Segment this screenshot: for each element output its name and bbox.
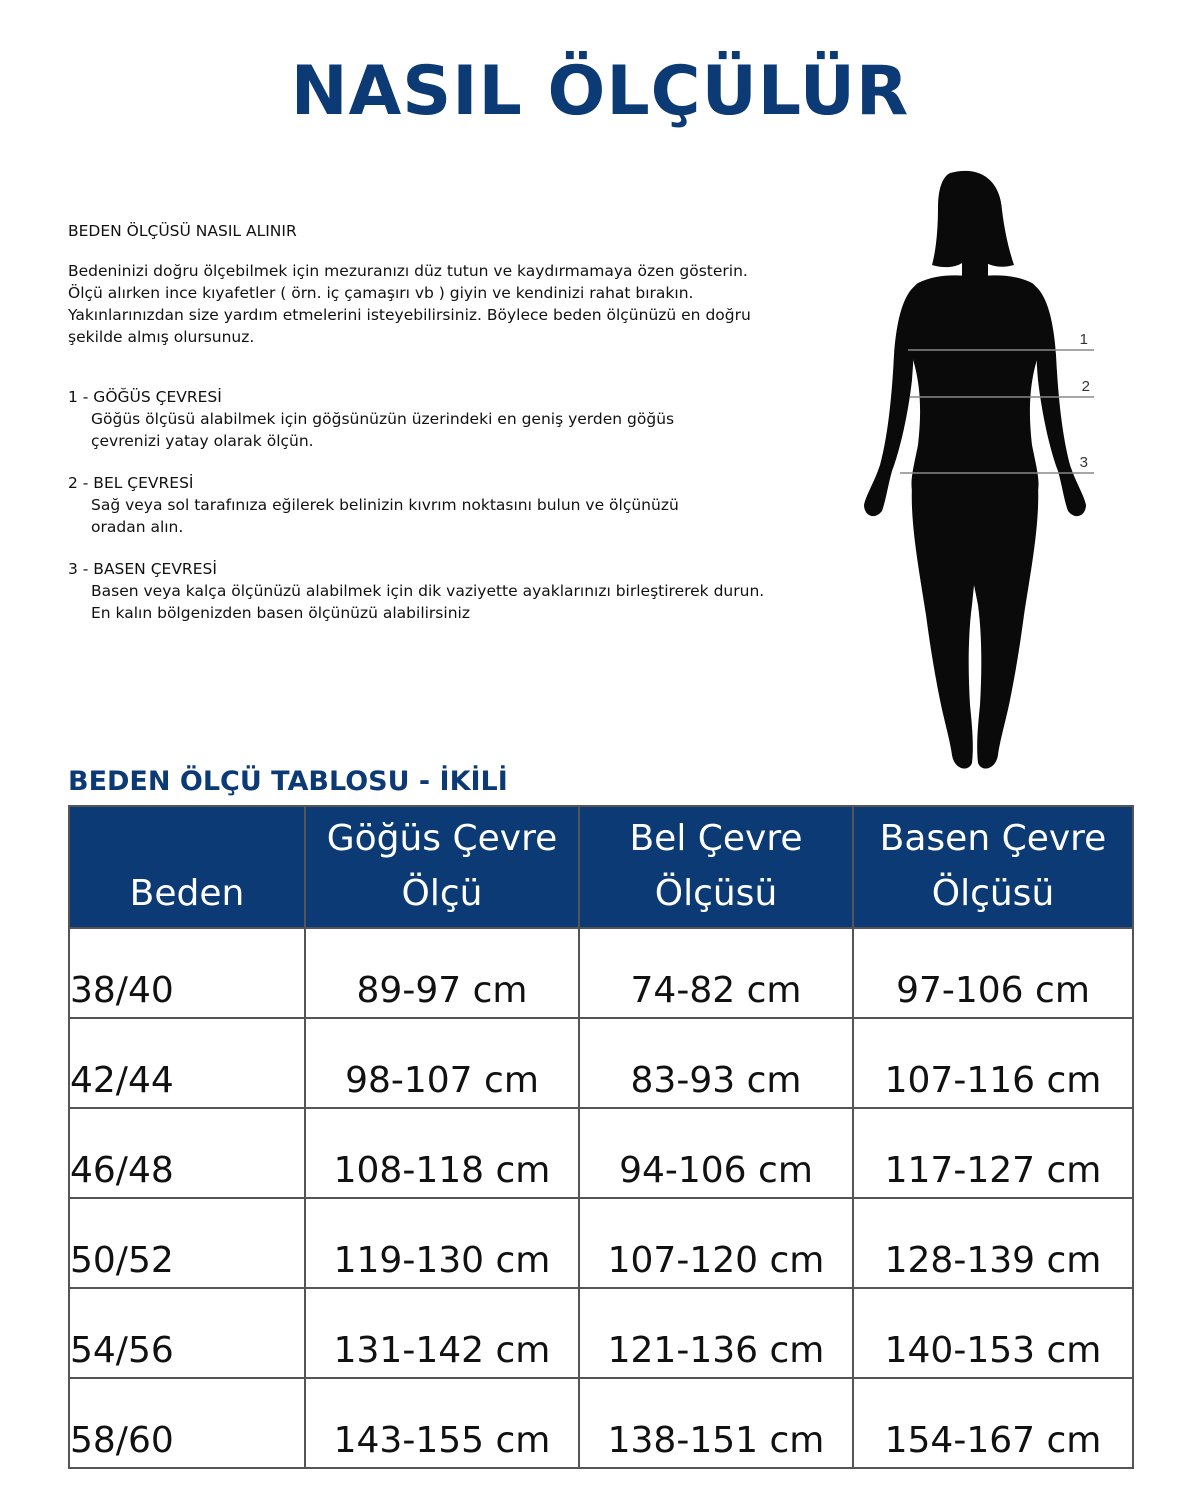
cell-size: 58/60 bbox=[69, 1378, 305, 1468]
header-line: Ölçü bbox=[401, 873, 483, 914]
section-hip bbox=[68, 558, 788, 624]
cell-waist: 138-151 cm bbox=[579, 1378, 853, 1468]
section-line: çevrenizi yatay olarak ölçün. bbox=[91, 432, 314, 450]
section-line: Sağ veya sol tarafınıza eğilerek belinizin kıvrım noktasını bulun ve ölçünüzü bbox=[91, 496, 679, 514]
cell-chest: 143-155 cm bbox=[305, 1378, 579, 1468]
section-title: 1 - GÖĞÜS ÇEVRESİ bbox=[68, 388, 222, 406]
intro-line: Ölçü alırken ince kıyafetler ( örn. iç çamaşırı vb ) giyin ve kendinizi rahat bırakın. bbox=[68, 284, 694, 302]
marker-3: 3 bbox=[1079, 454, 1088, 471]
header-waist bbox=[579, 806, 853, 928]
section-description bbox=[68, 494, 788, 538]
cell-chest: 131-142 cm bbox=[305, 1288, 579, 1378]
header-line: Beden bbox=[129, 873, 245, 914]
header-hip bbox=[853, 806, 1133, 928]
header-size bbox=[69, 806, 305, 928]
section-line: Basen veya kalça ölçünüzü alabilmek için dik vaziyette ayaklarınızı birleştirerek durun. bbox=[91, 582, 765, 600]
table-row bbox=[69, 1288, 1133, 1378]
section-waist bbox=[68, 472, 788, 538]
cell-hip: 128-139 cm bbox=[853, 1198, 1133, 1288]
section-description bbox=[68, 408, 788, 452]
table-row bbox=[69, 1378, 1133, 1468]
guide-intro bbox=[68, 260, 788, 348]
intro-line: Yakınlarınızdan size yardım etmelerini isteyebilirsiniz. Böylece beden ölçünüzü en doğru bbox=[68, 306, 751, 324]
header-line: Bel Çevre bbox=[629, 818, 803, 859]
section-description bbox=[68, 580, 788, 624]
cell-hip: 140-153 cm bbox=[853, 1288, 1133, 1378]
cell-size: 38/40 bbox=[69, 928, 305, 1018]
cell-waist: 94-106 cm bbox=[579, 1108, 853, 1198]
cell-chest: 119-130 cm bbox=[305, 1198, 579, 1288]
section-title: 2 - BEL ÇEVRESİ bbox=[68, 474, 194, 492]
cell-hip: 154-167 cm bbox=[853, 1378, 1133, 1468]
intro-line: Bedeninizi doğru ölçebilmek için mezuranızı düz tutun ve kaydırmamaya özen gösterin. bbox=[68, 262, 748, 280]
cell-chest: 98-107 cm bbox=[305, 1018, 579, 1108]
cell-chest: 108-118 cm bbox=[305, 1108, 579, 1198]
table-row bbox=[69, 1108, 1133, 1198]
intro-line: şekilde almış olursunuz. bbox=[68, 328, 255, 346]
cell-hip: 97-106 cm bbox=[853, 928, 1133, 1018]
cell-waist: 74-82 cm bbox=[579, 928, 853, 1018]
section-chest bbox=[68, 386, 788, 452]
guide-heading: BEDEN ÖLÇÜSÜ NASIL ALINIR bbox=[68, 222, 297, 240]
table-title: BEDEN ÖLÇÜ TABLOSU - İKİLİ bbox=[68, 766, 508, 797]
header-line: Ölçüsü bbox=[931, 873, 1055, 914]
page-title: NASIL ÖLÇÜLÜR bbox=[290, 52, 910, 131]
woman-silhouette-icon bbox=[850, 165, 1110, 780]
cell-waist: 83-93 cm bbox=[579, 1018, 853, 1108]
cell-size: 54/56 bbox=[69, 1288, 305, 1378]
table-header-row bbox=[69, 806, 1133, 928]
header-line: Göğüs Çevre bbox=[326, 818, 558, 859]
cell-hip: 117-127 cm bbox=[853, 1108, 1133, 1198]
cell-size: 42/44 bbox=[69, 1018, 305, 1108]
cell-chest: 89-97 cm bbox=[305, 928, 579, 1018]
header-chest bbox=[305, 806, 579, 928]
size-chart-table bbox=[68, 805, 1134, 1469]
table-row bbox=[69, 1018, 1133, 1108]
section-line: En kalın bölgenizden basen ölçünüzü alabilirsiniz bbox=[91, 604, 470, 622]
table-row bbox=[69, 928, 1133, 1018]
cell-hip: 107-116 cm bbox=[853, 1018, 1133, 1108]
marker-2: 2 bbox=[1081, 378, 1090, 395]
marker-1: 1 bbox=[1079, 331, 1088, 348]
section-line: oradan alın. bbox=[91, 518, 184, 536]
section-line: Göğüs ölçüsü alabilmek için göğsünüzün üzerindeki en geniş yerden göğüs bbox=[91, 410, 675, 428]
cell-waist: 107-120 cm bbox=[579, 1198, 853, 1288]
section-title: 3 - BASEN ÇEVRESİ bbox=[68, 560, 217, 578]
cell-size: 46/48 bbox=[69, 1108, 305, 1198]
cell-size: 50/52 bbox=[69, 1198, 305, 1288]
measurement-guide bbox=[68, 220, 788, 644]
header-line: Ölçüsü bbox=[654, 873, 778, 914]
cell-waist: 121-136 cm bbox=[579, 1288, 853, 1378]
table-row bbox=[69, 1198, 1133, 1288]
header-line: Basen Çevre bbox=[879, 818, 1107, 859]
